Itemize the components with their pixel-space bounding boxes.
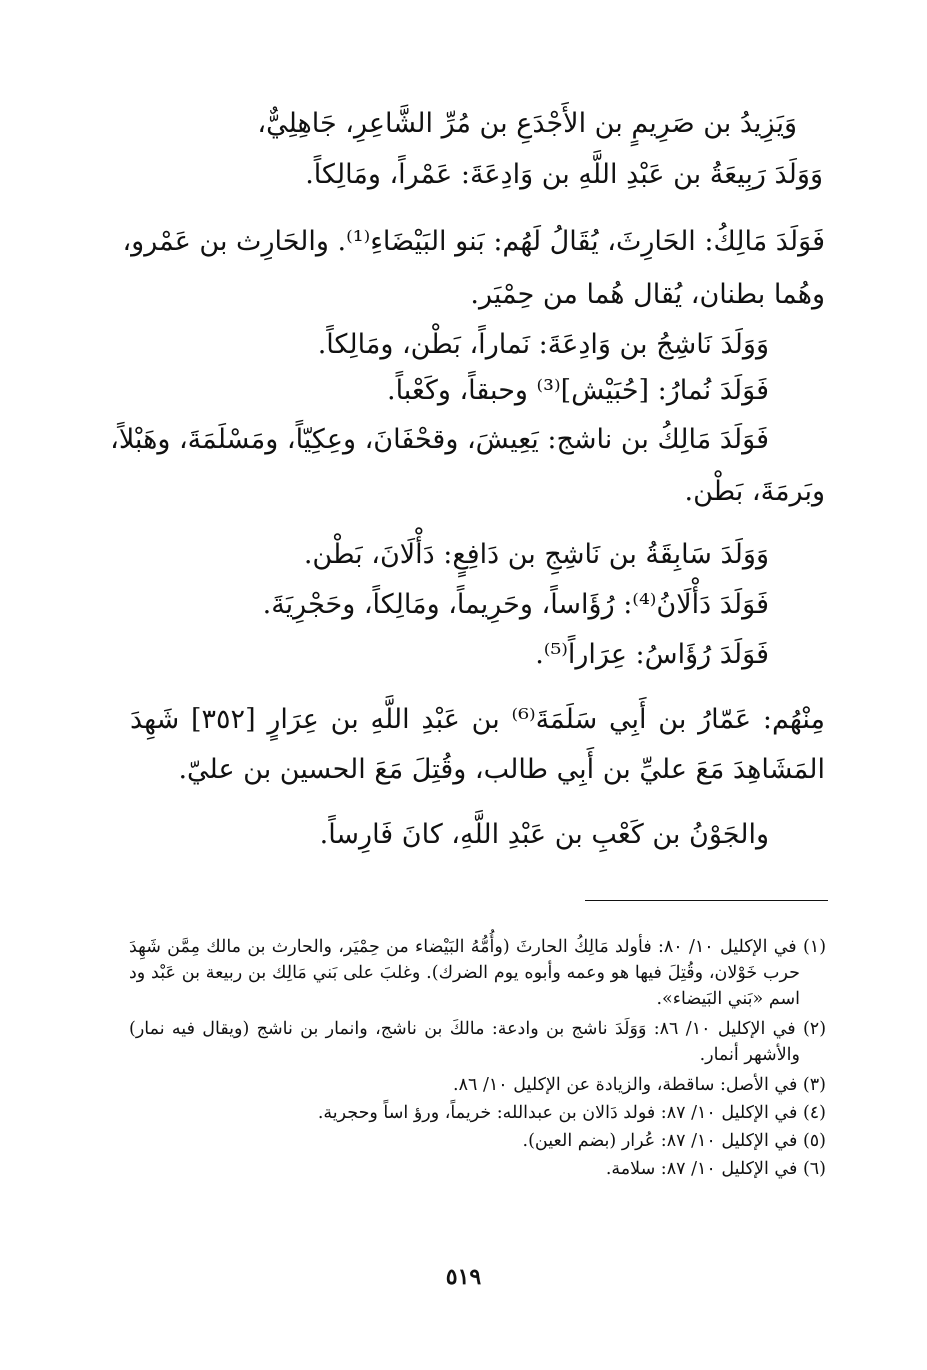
body-line-2: وَوَلَدَ رَبِيعَةُ بن عَبْدِ اللَّهِ بن وَادِعَةَ: عَمْراً، ومَالِكاً. [305, 159, 823, 190]
body-line-7: فَوَلَدَ مَالِكُ بن ناشج: يَعِيشَ، وقحْفَانَ، وعِكِيّاً، ومَسْلَمَةَ، وهَبْلاً، [110, 424, 769, 455]
footnote-1-line-2: حرب خَوْلان، وقُتِلَ فيها هو وعمه وأبوه يوم الضرك). وغلبَ على بَني مَالِك بن ربيعة بن عَبْد ود [129, 963, 800, 983]
body-line-5: وَوَلَدَ نَاشِجُ بن وَادِعَةَ: نَماراً، بَطْن، ومَالِكاً. [317, 329, 769, 360]
footnote-separator [585, 900, 828, 901]
footnote-1-line-1: (١) في الإكليل ١٠/ ٨٠: فأولد مَالِكُ الحارثَ (وأُمُّهُ البَيْضاء من حِمْيَر، والحارث بن مالك مِمَّن شَهِدَ [129, 937, 827, 957]
body-line-14: والجَوْنُ بن كَعْبِ بن عَبْدِ اللَّهِ، كانَ فَارِساً. [319, 819, 769, 850]
body-line-12: مِنْهُم: عَمّارُ بن أَبِي سَلَمَةَ⁽⁶⁾ بن عَبْدِ اللَّهِ بن عِرَارٍ [٣٥٢] شَهِدَ [130, 704, 825, 735]
body-line-8: وبَرمَةَ، بَطْن. [684, 476, 825, 507]
body-line-1: وَيَزِيدُ بن صَرِيمٍ بن الأَجْدَعِ بن مُرِّ الشَّاعِرِ، جَاهِلِيٌّ، [257, 108, 797, 139]
footnote-5: (٥) في الإكليل ١٠/ ٨٧: عُرار (بضم العين). [522, 1131, 826, 1151]
footnote-2-line-2: والأشهر أنمار. [699, 1045, 800, 1065]
page-number: ٥١٩ [445, 1264, 482, 1290]
footnote-4: (٤) في الإكليل ١٠/ ٨٧: فولد دَالان بن عبدالله: خريماً، ورؤ اساً وحجرية. [317, 1103, 826, 1123]
body-line-9: وَوَلَدَ سَابِقَةُ بن نَاشِجِ بن دَافِعٍ: دَأْلَانَ، بَطْن. [303, 539, 769, 570]
body-line-10: فَوَلَدَ دَأْلَانُ⁽⁴⁾: رُؤَاساً، وحَرِيماً، ومَالِكاً، وحَجْرِيَةَ. [262, 589, 769, 620]
footnote-6: (٦) في الإكليل ١٠/ ٨٧: سلامة. [605, 1159, 826, 1179]
body-line-4: وهُما بطنان، يُقال هُما من حِمْيَر. [470, 279, 825, 310]
footnote-3: (٣) في الأصل: ساقطة، والزيادة عن الإكليل ١٠/ ٨٦. [453, 1075, 826, 1095]
body-line-13: المَشَاهِدَ مَعَ عليِّ بن أَبِي طالب، وقُتِلَ مَعَ الحسين بن عليّ. [178, 754, 825, 785]
footnote-2-line-1: (٢) في الإكليل ١٠/ ٨٦: وَوَلَدَ ناشج بن وادعة: مالكَ بن ناشج، وانمار بن ناشج (ويقال فيه نمار) [129, 1019, 827, 1039]
footnote-1-line-3: اسم «بَني البَيضاء». [656, 989, 800, 1009]
body-line-11: فَوَلَدَ رُؤَاسُ: عِرَاراً⁽⁵⁾. [535, 639, 769, 670]
body-line-3: فَوَلَدَ مَالِكُ: الحَارِثَ، يُقَالُ لَهُم: بَنو البَيْضَاءِ⁽¹⁾. والحَارِث بن عَمْرو، [122, 226, 825, 257]
body-line-6: فَوَلَدَ نُمارُ: [حُبَيْش]⁽³⁾ وحبقاً، وكَعْباً. [387, 375, 769, 406]
